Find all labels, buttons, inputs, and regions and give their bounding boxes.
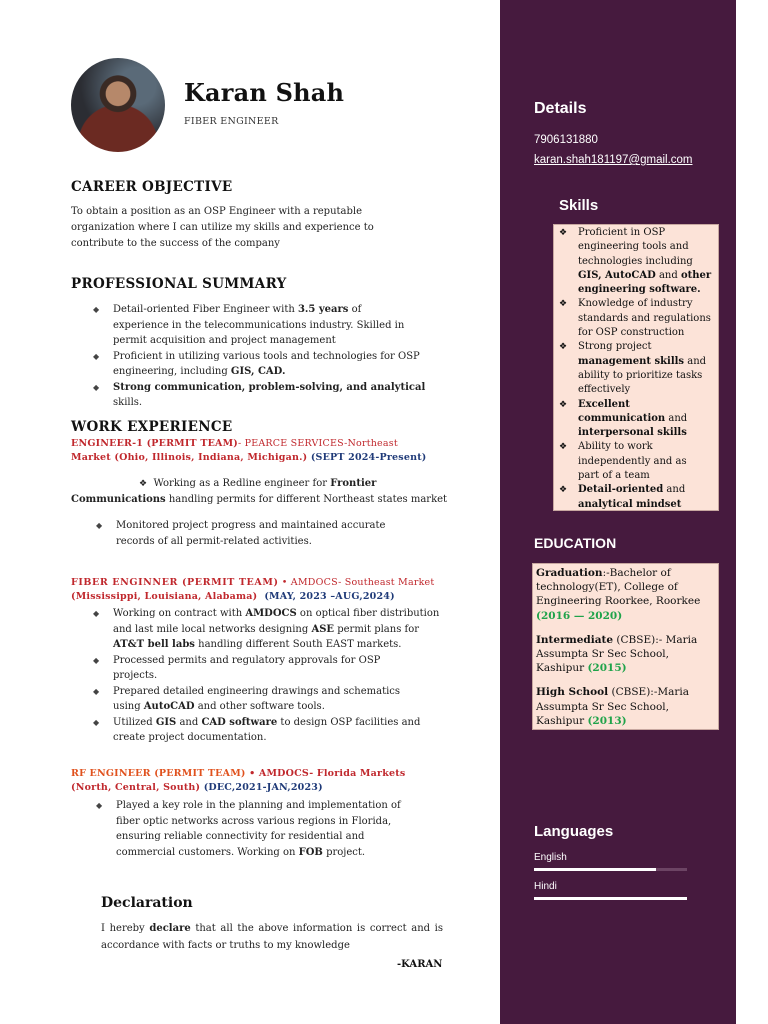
bullet-icon: ◆: [93, 609, 100, 618]
languages-title: Languages: [534, 823, 614, 840]
skill-item: ❖ Knowledge of industry standards and regulations for OSP construction: [559, 298, 711, 339]
job2-item: ◆ Working on contract with AMDOCS on optical fiber distribution and last mile local networks designing ASE permit plans for AT&T bell labs handling different South EAST markets.: [93, 608, 440, 650]
language-hindi-bar: [534, 897, 687, 900]
language-hindi-level: [534, 897, 687, 900]
job3-item: ◆ Played a key role in the planning and implementation of fiber optic networks across various regions in Florida, ensuring reliable connectivity for residential and commercial customers. Working on FOB project.: [96, 800, 401, 858]
email-link[interactable]: karan.shah181197@gmail.com: [534, 154, 693, 166]
language-english-level: [534, 868, 656, 871]
summary-item: ◆ Detail-oriented Fiber Engineer with 3.5 years of experience in the telecommunications industry. Skilled in permit acquisition and project management: [93, 304, 405, 346]
bullet-icon: ◆: [93, 382, 100, 392]
education-box: [532, 563, 719, 730]
career-objective-title: CAREER OBJECTIVE: [71, 179, 233, 195]
job1-redline: ❖ Working as a Redline engineer for Frontier Communications handling permits for different Northeast states market: [71, 478, 448, 505]
declaration-title: Declaration: [101, 895, 193, 911]
language-english-label: English: [534, 852, 567, 863]
job3-heading: RF ENGINEER (PERMIT TEAM) • AMDOCS- Florida Markets (North, Central, South) (DEC,2021-JAN,2023): [71, 768, 406, 793]
education-intermediate: Intermediate (CBSE):- Maria Assumpta Sr Sec School, Kashipur (2015): [536, 633, 698, 675]
skill-item: ❖ Detail-oriented and analytical mindset: [559, 484, 686, 510]
work-experience-title: WORK EXPERIENCE: [71, 419, 233, 435]
signature: -KARAN: [397, 959, 443, 970]
job1-item: ◆ Monitored project progress and maintained accurate records of all permit-related activities.: [96, 520, 386, 547]
skill-item: ❖ Ability to work independently and as part of a team: [559, 441, 687, 482]
bullet-icon: ◆: [93, 686, 100, 696]
diamond-bullet-icon: ❖: [559, 342, 568, 353]
bullet-icon: ◆: [93, 717, 100, 727]
page-margin: [736, 0, 768, 1024]
phone-number: 7906131880: [534, 134, 598, 146]
job1-list: [96, 518, 446, 549]
diamond-bullet-icon: ❖: [559, 399, 568, 410]
language-english-bar: [534, 868, 687, 871]
skill-item: ❖ Excellent communication and interpersonal skills: [559, 398, 688, 439]
education-graduation: Graduation:-Bachelor of technology(ET), College of Engineering Roorkee, Roorkee (2016 — 2020): [536, 567, 701, 622]
skill-item: ❖ Proficient in OSP engineering tools and technologies including GIS, AutoCAD and other engineering software.: [559, 227, 712, 296]
job2-heading: FIBER ENGINNER (PERMIT TEAM) • AMDOCS- Southeast Market (Mississippi, Louisiana, Alabama) (MAY, 2023 –AUG,2024): [71, 577, 435, 602]
career-objective-text: To obtain a position as an OSP Engineer with a reputable organization where I can utilize my skills and experience to contribute to the success of the company: [71, 206, 374, 249]
profile-photo: [71, 58, 165, 152]
bullet-icon: ◆: [96, 801, 103, 810]
diamond-bullet-icon: ❖: [559, 485, 568, 496]
skills-box: [553, 224, 719, 511]
job3-list: [96, 798, 446, 860]
education-high-school: High School (CBSE):-Maria Assumpta Sr Sec School, Kashipur (2013): [536, 686, 690, 727]
bullet-icon: ◆: [93, 655, 100, 665]
professional-summary-title: PROFESSIONAL SUMMARY: [71, 276, 287, 292]
diamond-bullet-icon: ❖: [559, 442, 568, 453]
skills-title: Skills: [559, 197, 599, 214]
job2-item: ◆ Processed permits and regulatory approvals for OSP projects.: [93, 654, 381, 681]
bullet-icon: ◆: [96, 521, 103, 530]
bullet-icon: ◆: [93, 305, 100, 314]
details-title: Details: [534, 100, 587, 117]
job2-list: [93, 606, 458, 746]
skills-list: [554, 225, 718, 512]
diamond-bullet-icon: ❖: [559, 299, 568, 310]
bullet-icon: ◆: [93, 351, 100, 361]
summary-item: ◆ Proficient in utilizing various tools and technologies for OSP engineering, including GIS, CAD.: [93, 350, 420, 377]
summary-item: ◆ Strong communication, problem-solving, and analytical skills.: [93, 381, 426, 408]
skill-item: ❖ Strong project management skills and ability to prioritize tasks effectively: [559, 341, 707, 396]
candidate-role: FIBER ENGINEER: [184, 116, 279, 127]
job2-item: ◆ Utilized GIS and CAD software to design OSP facilities and create project documentation.: [93, 716, 421, 743]
diamond-bullet-icon: ❖: [139, 479, 148, 489]
diamond-bullet-icon: ❖: [559, 228, 568, 238]
summary-list: [93, 302, 443, 411]
job2-item: ◆ Prepared detailed engineering drawings and schematics using AutoCAD and other software tools.: [93, 685, 401, 712]
declaration-text: I hereby declare that all the above information is correct and is accordance with facts or truths to my knowledge: [101, 923, 443, 951]
language-hindi-label: Hindi: [534, 881, 557, 892]
candidate-name: Karan Shah: [184, 78, 345, 107]
job1-heading: ENGINEER-1 (PERMIT TEAM)- PEARCE SERVICES-Northeast Market (Ohio, Illinois, Indiana, Michigan.) (SEPT 2024-Present): [71, 438, 427, 463]
education-title: EDUCATION: [534, 535, 617, 551]
